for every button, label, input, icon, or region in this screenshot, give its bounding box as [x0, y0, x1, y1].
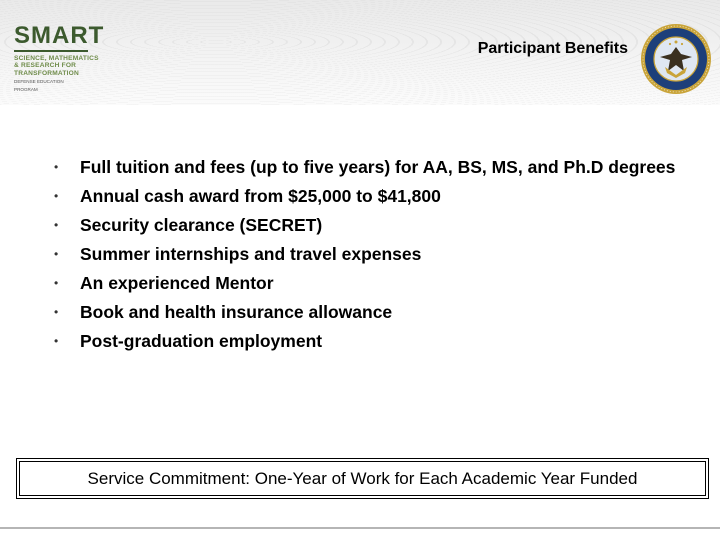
smart-logo	[14, 24, 106, 96]
logo-line: SCIENCE, MATHEMATICS	[14, 55, 99, 62]
list-item	[50, 240, 690, 269]
list-item	[50, 327, 690, 356]
bullet-text: Full tuition and fees (up to five years) for AA, BS, MS, and Ph.D degrees	[80, 157, 676, 177]
logo-line: TRANSFORMATION	[14, 69, 79, 77]
bullet-icon: •	[54, 160, 59, 174]
list-item	[50, 155, 690, 182]
list-item	[50, 298, 690, 327]
list-item	[50, 182, 690, 211]
list-item	[50, 211, 690, 240]
bullet-icon: •	[54, 189, 59, 203]
bullet-icon: •	[54, 276, 59, 290]
logo-title: SMART	[14, 22, 105, 49]
footer-divider	[0, 527, 720, 529]
bullet-icon: •	[54, 334, 59, 348]
bullet-text: Summer internships and travel expenses	[80, 244, 422, 264]
bullet-text: Post-graduation employment	[80, 331, 323, 351]
list-item	[50, 269, 690, 298]
service-commitment-box: Service Commitment: One-Year of Work for Each Academic Year Funded	[19, 461, 706, 496]
slide-title: Participant Benefits	[477, 40, 628, 57]
logo-subtitle: DEFENSE EDUCATION	[14, 79, 64, 85]
bullet-icon: •	[54, 247, 59, 261]
benefits-list	[50, 155, 690, 356]
logo-subtitle: PROGRAM	[14, 86, 38, 92]
bullet-icon: •	[54, 218, 59, 232]
bullet-icon: •	[54, 305, 59, 319]
bullet-text: Security clearance (SECRET)	[80, 215, 323, 235]
bullet-text: An experienced Mentor	[80, 273, 274, 293]
slide-header	[0, 0, 720, 105]
dod-seal-icon	[640, 23, 712, 95]
bullet-text: Book and health insurance allowance	[80, 302, 393, 322]
bullet-text: Annual cash award from $25,000 to $41,800	[80, 186, 441, 206]
logo-line: & RESEARCH FOR	[14, 62, 77, 70]
logo-rule	[14, 50, 88, 52]
